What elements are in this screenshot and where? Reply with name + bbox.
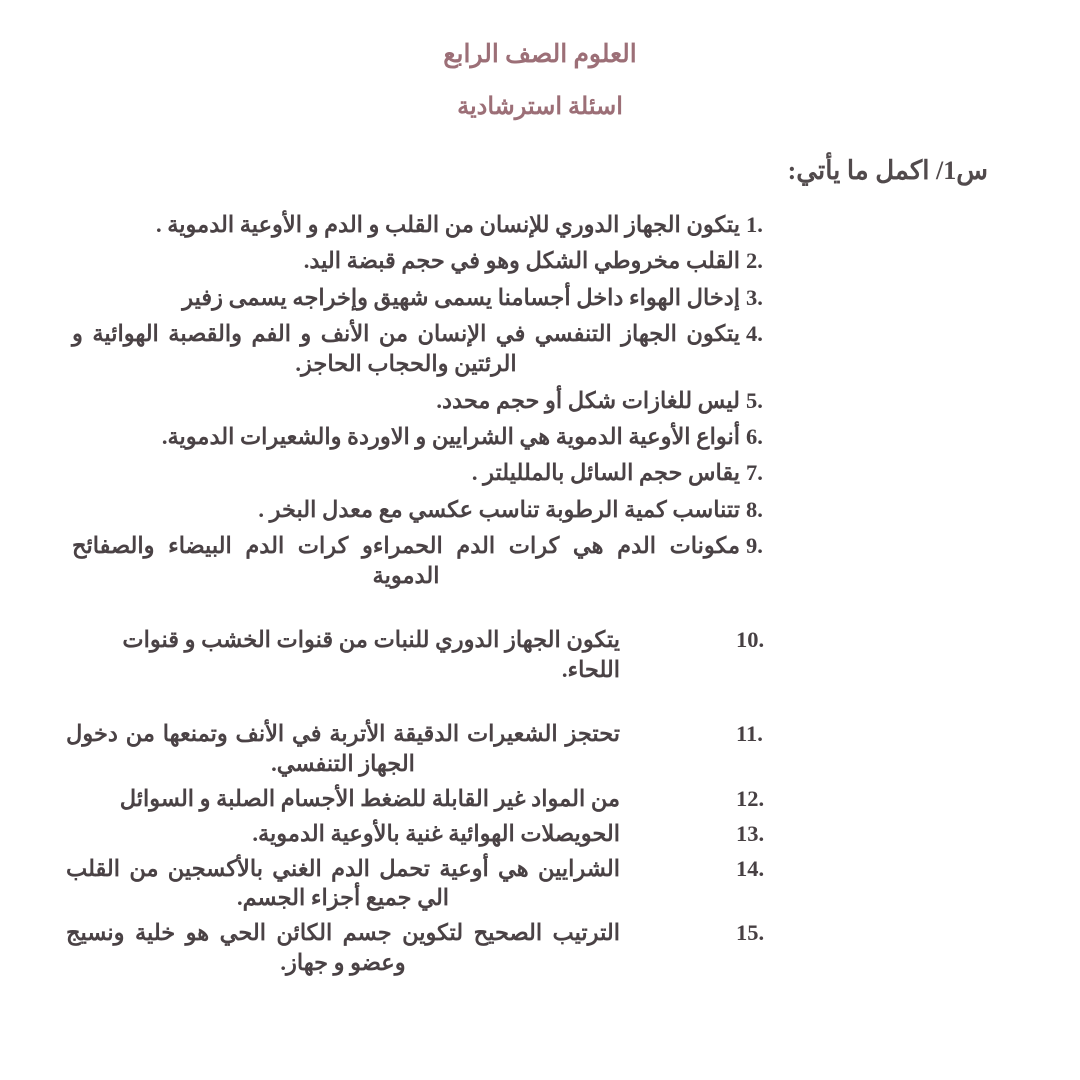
list-item xyxy=(0,625,1080,685)
list-item-text: يتكون الجهاز الدوري للإنسان من القلب و الدم و الأوعية الدموية . xyxy=(155,211,740,237)
question-header: س1/ اكمل ما يأتي: xyxy=(787,155,988,185)
list-item xyxy=(0,918,1080,978)
document-subtitle: اسئلة استرشادية xyxy=(457,93,623,120)
list-item-number: 12. xyxy=(736,785,765,811)
list-item xyxy=(0,854,1080,914)
list-item-text: إدخال الهواء داخل أجسامنا يسمى شهيق وإخراجه يسمى زفير xyxy=(182,284,740,310)
list-item-number: 10. xyxy=(736,627,765,653)
list-item-number: 7. xyxy=(746,460,763,486)
list-item-text: أنواع الأوعية الدموية هي الشرايين و الاوردة والشعيرات الدموية. xyxy=(161,423,740,449)
list-item-number: 4. xyxy=(746,321,763,347)
list-item-text: يتكون الجهاز الدوري للنبات من قنوات الخشب و قنوات اللحاء. xyxy=(122,627,620,682)
list-item-number: 11. xyxy=(736,720,763,746)
list-item xyxy=(0,422,1080,452)
list-item xyxy=(0,819,1080,849)
list-item xyxy=(0,719,1080,779)
list-item-number: 14. xyxy=(736,855,765,881)
question-list-part-one xyxy=(0,186,1080,591)
list-item xyxy=(0,784,1080,814)
list-item-number: 5. xyxy=(746,387,763,413)
list-item xyxy=(0,531,1080,591)
list-item-text: ليس للغازات شكل أو حجم محدد. xyxy=(436,387,740,413)
list-item-text: الشرايين هي أوعية تحمل الدم الغني بالأكسجين من القلب الي جميع أجزاء الجسم. xyxy=(66,855,620,911)
list-item-number: 9. xyxy=(746,533,763,559)
question-list-part-two xyxy=(0,625,1080,978)
list-item-text: تتناسب كمية الرطوبة تناسب عكسي مع معدل البخر . xyxy=(258,496,740,522)
list-item-number: 6. xyxy=(746,423,763,449)
list-item-text: القلب مخروطي الشكل وهو في حجم قبضة اليد. xyxy=(303,248,740,274)
list-item-text: الترتيب الصحيح لتكوين جسم الكائن الحي هو خلية ونسيج وعضو و جهاز. xyxy=(66,920,620,976)
list-item-text: يقاس حجم السائل بالملليلتر . xyxy=(471,460,740,486)
list-item-number: 8. xyxy=(746,496,763,522)
list-item xyxy=(0,458,1080,488)
list-item-text: يتكون الجهاز التنفسي في الإنسان من الأنف و الفم والقصبة الهوائية و الرئتين والحجاب الحاجز. xyxy=(72,321,740,377)
list-item-number: 3. xyxy=(746,284,763,310)
list-item-text: تحتجز الشعيرات الدقيقة الأتربة في الأنف وتمنعها من دخول الجهاز التنفسي. xyxy=(66,720,620,776)
list-item xyxy=(0,495,1080,525)
list-item xyxy=(0,319,1080,379)
list-item xyxy=(0,246,1080,276)
list-item-number: 2. xyxy=(746,248,763,274)
list-item xyxy=(0,283,1080,313)
list-item xyxy=(0,386,1080,416)
list-item-text: من المواد غير القابلة للضغط الأجسام الصلبة و السوائل xyxy=(119,785,620,811)
list-item xyxy=(0,210,1080,240)
list-item-text: الحويصلات الهوائية غنية بالأوعية الدموية. xyxy=(252,820,620,846)
list-item-number: 15. xyxy=(736,920,765,946)
list-item-number: 1. xyxy=(746,211,763,237)
list-item-number: 13. xyxy=(736,820,765,846)
list-item-text: مكونات الدم هي كرات الدم الحمراءو كرات الدم البيضاء والصفائح الدموية xyxy=(72,533,740,589)
document-title: العلوم الصف الرابع xyxy=(443,41,637,68)
